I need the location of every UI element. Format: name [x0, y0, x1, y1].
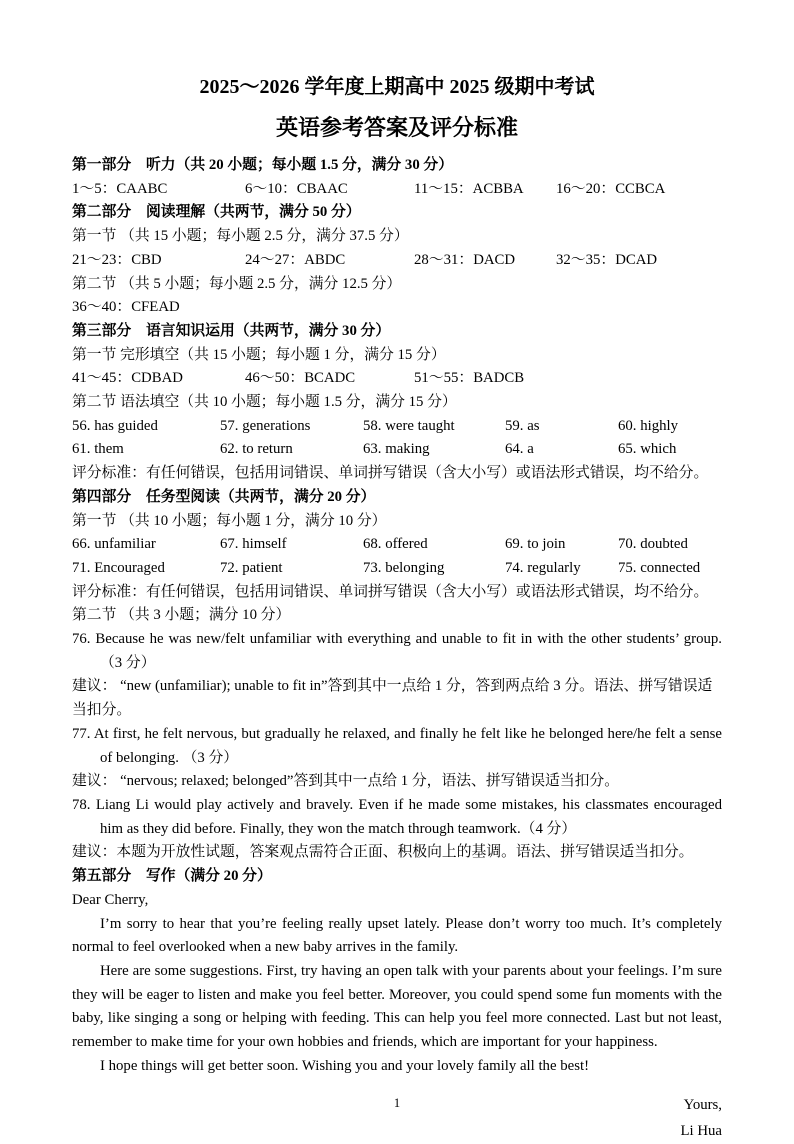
letter-closing: Yours,	[683, 1097, 722, 1114]
answer-cell: 24～27：ABDC	[245, 251, 346, 268]
answer-cell: 57. generations	[220, 417, 311, 434]
part4-scoring-note: 评分标准：有任何错误，包括用词错误、单词拼写错误（含大小写）或语法形式错误，均不给分。	[72, 583, 709, 600]
part3-section1-answer-row	[72, 367, 722, 391]
item-77-answer: 77. At first, he felt nervous, but gradually he relaxed, and finally he felt like he belonged here/he felt a sense of belonging. （3 分）	[72, 725, 722, 766]
answer-cell: 60. highly	[618, 417, 679, 434]
answer-cell: 74. regularly	[505, 559, 581, 576]
answer-cell: 46～50：BCADC	[245, 370, 356, 387]
answer-cell: 75. connected	[618, 559, 701, 576]
item-78-answer: 78. Liang Li would play actively and bravely. Even if he made some mistakes, his classmates encouraged him as they did before. Finally, they won the match through teamwork.（4 分）	[72, 796, 722, 837]
part3-section1-label: 第一节 完形填空（共 15 小题；每小题 1 分，满分 15 分）	[72, 346, 446, 363]
letter-paragraph-2: Here are some suggestions. First, try having an open talk with your parents about your feelings. I’m sure they will be eager to listen and make you feel better. Moreover, you could spend some fun moments with the baby, like singing a song or helping with feeding. This can help you feel more connected. Last but not least, remember to make time for your own hobbies and friends, which are important for your happiness.	[72, 962, 722, 1051]
answer-cell: 64. a	[505, 441, 534, 458]
answer-cell: 56. has guided	[72, 417, 158, 434]
part1-answer-row	[72, 178, 722, 202]
answer-cell: 6～10：CBAAC	[245, 180, 348, 197]
answer-cell: 71. Encouraged	[72, 559, 165, 576]
answer-cell: 68. offered	[363, 536, 428, 553]
part2-section2-label: 第二节 （共 5 小题；每小题 2.5 分，满分 12.5 分）	[72, 275, 402, 292]
answer-cell: 58. were taught	[363, 417, 455, 434]
answer-cell: 59. as	[505, 417, 540, 434]
part4-answer-row-2	[72, 557, 722, 581]
part5-heading: 第五部分 写作（满分 20 分）	[72, 868, 272, 885]
answer-cell: 63. making	[363, 441, 430, 458]
part1-heading: 第一部分 听力（共 20 小题；每小题 1.5 分，满分 30 分）	[72, 157, 454, 173]
answer-cell: 1～5：CAABC	[72, 180, 168, 197]
answer-cell: 70. doubted	[618, 536, 688, 553]
part4-answer-row-1	[72, 533, 722, 557]
answer-cell: 11～15：ACBBA	[414, 180, 524, 197]
doc-subtitle: 英语参考答案及评分标准	[275, 115, 518, 140]
answer-cell: 36～40：CFEAD	[72, 299, 180, 316]
exam-title: 2025～2026 学年度上期高中 2025 级期中考试	[199, 76, 595, 98]
answer-cell: 16～20：CCBCA	[556, 180, 666, 197]
item-76-advice: 建议： “new (unfamiliar); unable to fit in”答到其中一点给 1 分，答到两点给 3 分。语法、拼写错误适当扣分。	[72, 678, 713, 719]
letter-salutation: Dear Cherry,	[72, 891, 149, 908]
answer-cell: 72. patient	[220, 559, 283, 576]
part3-heading: 第三部分 语言知识运用（共两节，满分 30 分）	[72, 322, 391, 339]
answer-cell: 73. belonging	[363, 559, 445, 576]
answer-cell: 66. unfamiliar	[72, 536, 156, 553]
part3-section2-label: 第二节 语法填空（共 10 小题；每小题 1.5 分，满分 15 分）	[72, 394, 457, 411]
part4-section2-label: 第二节 （共 3 小题；满分 10 分）	[72, 607, 291, 624]
part2-section1-label: 第一节 （共 15 小题；每小题 2.5 分，满分 37.5 分）	[72, 228, 409, 245]
item-76-answer: 76. Because he was new/felt unfamiliar with everything and unable to fit in with the other students’ group.（3 分）	[72, 631, 722, 671]
part2-heading: 第二部分 阅读理解（共两节，满分 50 分）	[72, 204, 361, 221]
answer-cell: 41～45：CDBAD	[72, 370, 183, 387]
letter-paragraph-1: I’m sorry to hear that you’re feeling really upset lately. Please don’t worry too much. It’s completely normal to feel overlooked when a new baby arrives in the family.	[72, 915, 722, 956]
answer-cell: 69. to join	[505, 536, 566, 553]
answer-cell: 62. to return	[220, 441, 293, 458]
part4-heading: 第四部分 任务型阅读（共两节，满分 20 分）	[72, 488, 376, 505]
answer-cell: 51～55：BADCB	[414, 370, 525, 387]
page-number: 1	[393, 1096, 401, 1110]
part4-section1-label: 第一节 （共 10 小题；每小题 1 分，满分 10 分）	[72, 512, 387, 529]
part3-grammar-row-2	[72, 438, 722, 462]
answer-cell: 61. them	[72, 441, 124, 458]
part2-section1-answer-row	[72, 249, 722, 273]
part2-section2-answer-row	[72, 296, 722, 320]
part3-scoring-note: 评分标准：有任何错误，包括用词错误、单词拼写错误（含大小写）或语法形式错误，均不给分。	[72, 465, 709, 482]
answer-cell: 21～23：CBD	[72, 251, 162, 268]
part3-grammar-row-1	[72, 415, 722, 439]
answer-cell: 28～31：DACD	[414, 251, 516, 268]
answer-cell: 32～35：DCAD	[556, 251, 658, 268]
letter-signature: Li Hua	[680, 1123, 722, 1140]
answer-cell: 65. which	[618, 441, 677, 458]
letter-paragraph-3: I hope things will get better soon. Wishing you and your lovely family all the best!	[100, 1057, 589, 1074]
item-78-advice: 建议：本题为开放性试题，答案观点需符合正面、积极向上的基调。语法、拼写错误适当扣分。	[72, 844, 694, 861]
answer-cell: 67. himself	[220, 536, 287, 553]
item-77-advice: 建议： “nervous; relaxed; belonged”答到其中一点给 1 分，语法、拼写错误适当扣分。	[72, 773, 620, 790]
